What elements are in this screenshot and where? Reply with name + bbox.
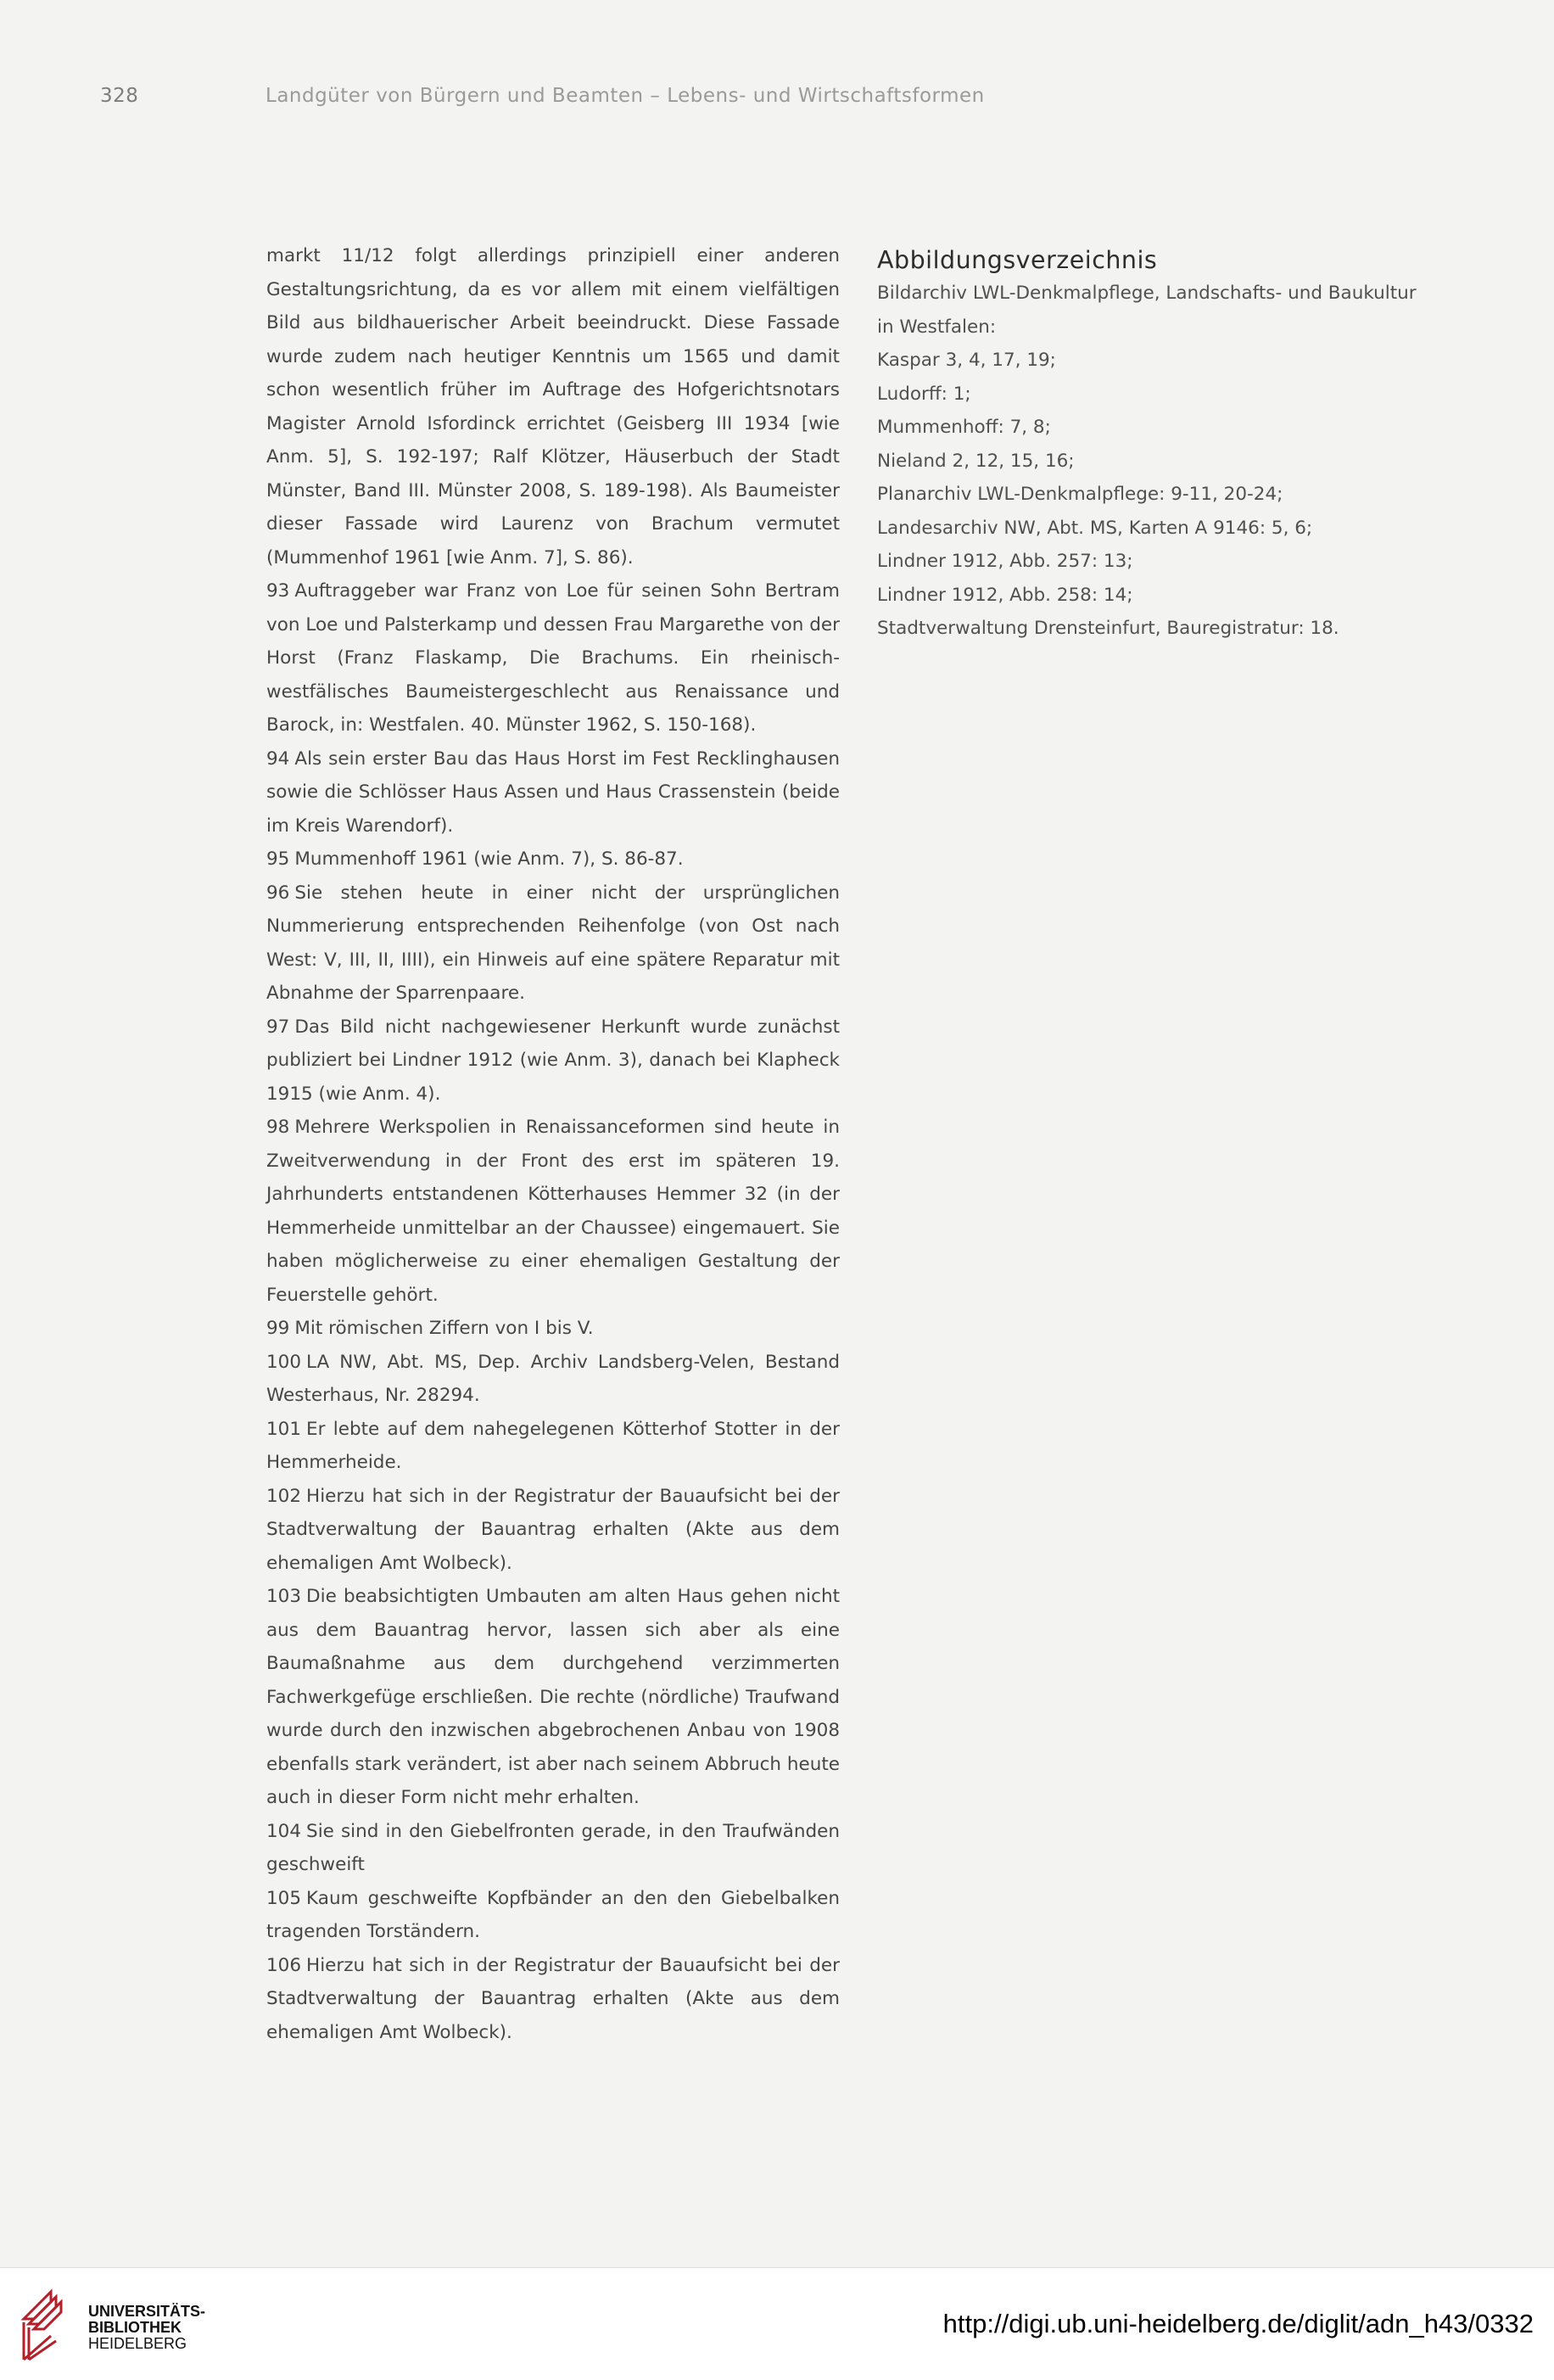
endnote: [266, 1413, 840, 1480]
running-title: Landgüter von Bürgern und Beamten – Lebens- und Wirtschaftsformen: [266, 85, 985, 107]
endnote: [266, 1312, 840, 1346]
figures-index-entry: Bildarchiv LWL-Denkmalpflege, Landschafts- und Baukultur: [877, 283, 1417, 304]
endnote: [266, 1480, 840, 1581]
endnote-text: LA NW, Abt. MS, Dep. Archiv Landsberg-Velen, Bestand Westerhaus, Nr. 28294.: [266, 1351, 840, 1406]
endnote-number: 93: [266, 580, 290, 602]
figures-index-entry: Mummenhoff: 7, 8;: [877, 417, 1051, 438]
endnote: [266, 1882, 840, 1949]
endnote-number: 99: [266, 1318, 290, 1339]
endnote: [266, 239, 840, 574]
endnote-number: 96: [266, 882, 290, 904]
figures-index-entry: Lindner 1912, Abb. 257: 13;: [877, 551, 1133, 572]
endnote: [266, 742, 840, 843]
endnotes-column: [266, 239, 840, 2049]
running-head: [100, 85, 1452, 107]
endnote: [266, 876, 840, 1011]
figures-index-entry: Ludorff: 1;: [877, 383, 971, 405]
endnote-number: 101: [266, 1418, 302, 1440]
library-logo-icon: [17, 2285, 76, 2366]
figures-index: [877, 244, 1454, 646]
endnote-number: 105: [266, 1887, 302, 1909]
endnote-text: Hierzu hat sich in der Registratur der Bauaufsicht bei der Stadtverwaltung der Bauantrag erhalten (Akte aus dem ehemaligen Amt Wolbeck).: [266, 1485, 840, 1574]
endnote-text: Mehrere Werkspolien in Renaissanceformen sind heute in Zweitverwendung in der Front des erst im späteren 19. Jahrhunderts entstandenen Kötterhauses Hemmer 32 (in der Hemmerheide unmittelbar an der Chaussee) eingemauert. Sie haben möglicherweise zu einer ehemaligen Gestaltung der Feuerstelle gehört.: [266, 1117, 840, 1306]
endnote-text: Sie sind in den Giebelfronten gerade, in den Traufwänden geschweift: [266, 1820, 840, 1875]
page-number: 328: [100, 85, 139, 107]
endnote-number: 100: [266, 1351, 302, 1373]
figures-index-entry: Stadtverwaltung Drensteinfurt, Bauregistratur: 18.: [877, 618, 1339, 639]
endnote-text: Kaum geschweifte Kopfbänder an den den Giebelbalken tragenden Torständern.: [266, 1887, 840, 1942]
endnote-number: 98: [266, 1117, 290, 1138]
endnote: [266, 1346, 840, 1413]
endnote-number: 97: [266, 1016, 290, 1038]
figures-index-entry: Lindner 1912, Abb. 258: 14;: [877, 584, 1133, 606]
endnote-text: Als sein erster Bau das Haus Horst im Fest Recklinghausen sowie die Schlösser Haus Assen und Haus Crassenstein (beide im Kreis Warendorf).: [266, 748, 840, 837]
figures-index-entry: Planarchiv LWL-Denkmalpflege: 9-11, 20-24;: [877, 484, 1283, 505]
endnote-text: markt 11/12 folgt allerdings prinzipiell einer anderen Gestaltungsrichtung, da es vor allem mit einem vielfältigen Bild aus bildhauerischer Arbeit beeindruckt. Diese Fassade wurde zudem nach heutiger Kenntnis um 1565 und damit schon wesentlich früher im Auftrage des Hofgerichtsnotars Magister Arnold Isfordinck errichtet (Geisberg III 1934 [wie Anm. 5], S. 192-197; Ralf Klötzer, Häuserbuch der Stadt Münster, Band III. Münster 2008, S. 189-198). Als Baumeister dieser Fassade wird Laurenz von Brachum vermutet (Mummenhof 1961 [wie Anm. 7], S. 86).: [266, 245, 840, 568]
figures-index-entry: Landesarchiv NW, Abt. MS, Karten A 9146: 5, 6;: [877, 517, 1313, 539]
endnote-number: 95: [266, 848, 290, 870]
endnote: [266, 574, 840, 742]
library-name: UNIVERSITÄTS- BIBLIOTHEK HEIDELBERG: [88, 2303, 206, 2352]
figures-index-entry: in Westfalen:: [877, 316, 997, 338]
endnote-text: Mummenhoff 1961 (wie Anm. 7), S. 86-87.: [294, 848, 684, 870]
endnote-number: 106: [266, 1954, 302, 1976]
endnote: [266, 1949, 840, 2050]
endnote: [266, 1111, 840, 1312]
endnote-text: Mit römischen Ziffern von I bis V.: [294, 1318, 594, 1339]
digitization-footer: [0, 2267, 1554, 2380]
endnote-text: Das Bild nicht nachgewiesener Herkunft wurde zunächst publiziert bei Lindner 1912 (wie Anm. 3), danach bei Klapheck 1915 (wie Anm. 4).: [266, 1016, 840, 1105]
endnote-number: 102: [266, 1485, 302, 1507]
figures-index-heading: Abbildungsverzeichnis: [877, 246, 1158, 274]
endnote-text: Er lebte auf dem nahegelegenen Kötterhof Stotter in der Hemmerheide.: [266, 1418, 840, 1473]
endnote: [266, 1011, 840, 1112]
endnote-text: Die beabsichtigten Umbauten am alten Haus gehen nicht aus dem Bauantrag hervor, lassen sich aber als eine Baumaßnahme aus dem durchgehend verzimmerten Fachwerkgefüge erschließen. Die rechte (nördliche) Traufwand wurde durch den inzwischen abgebrochenen Anbau von 1908 ebenfalls stark verändert, ist aber nach seinem Abbruch heute auch in dieser Form nicht mehr erhalten.: [266, 1586, 840, 1808]
permalink-url[interactable]: http://digi.ub.uni-heidelberg.de/diglit/adn_h43/0332: [942, 2309, 1534, 2338]
endnote-number: 104: [266, 1820, 302, 1842]
figures-index-list: [877, 277, 1454, 646]
endnote-number: 103: [266, 1586, 302, 1607]
endnote: [266, 1815, 840, 1882]
figures-index-entry: Kaspar 3, 4, 17, 19;: [877, 350, 1056, 371]
endnote-text: Auftraggeber war Franz von Loe für seinen Sohn Bertram von Loe und Palsterkamp und dessen Frau Margarethe von der Horst (Franz Flaskamp, Die Brachums. Ein rheinisch-westfälisches Baumeistergeschlecht aus Renaissance und Barock, in: Westfalen. 40. Münster 1962, S. 150-168).: [266, 580, 840, 736]
endnote: [266, 1580, 840, 1815]
endnote: [266, 843, 840, 876]
endnote-number: 94: [266, 748, 290, 770]
endnote-text: Sie stehen heute in einer nicht der ursprünglichen Nummerierung entsprechenden Reihenfolge (von Ost nach West: V, III, II, IIII), ein Hinweis auf eine spätere Reparatur mit Abnahme der Sparrenpaare.: [266, 882, 840, 1004]
figures-index-entry: Nieland 2, 12, 15, 16;: [877, 450, 1075, 472]
endnote-text: Hierzu hat sich in der Registratur der Bauaufsicht bei der Stadtverwaltung der Bauantrag erhalten (Akte aus dem ehemaligen Amt Wolbeck).: [266, 1954, 840, 2043]
